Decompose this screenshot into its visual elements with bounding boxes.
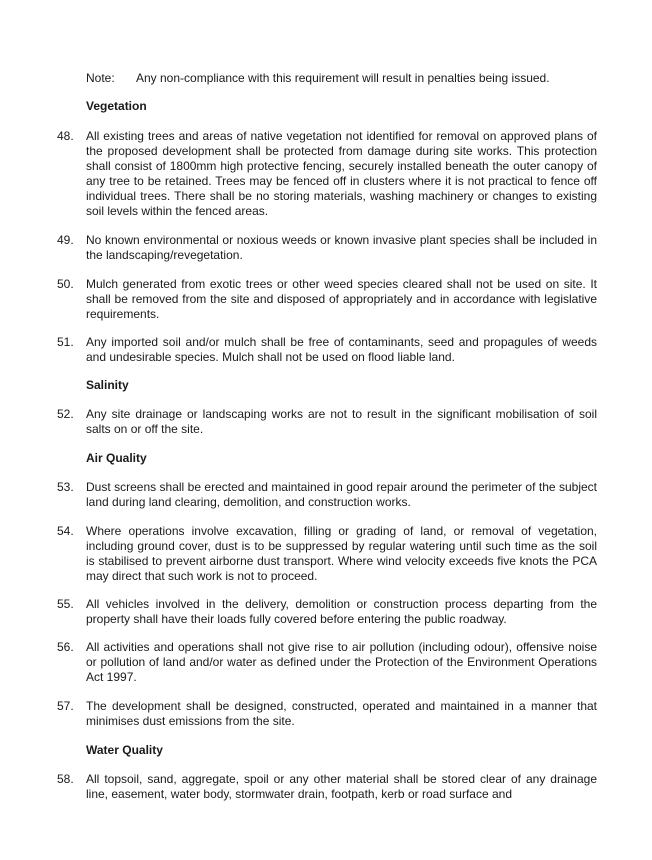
note-text: Any non-compliance with this requirement will result in penalties being issued. [136,71,550,85]
item-number: 58. [57,772,74,786]
list-item [57,129,597,219]
heading-vegetation: Vegetation [86,99,147,113]
item-text: Any site drainage or landscaping works are not to result in the significant mobilisation of soil salts on or off the site. [86,407,597,436]
list-item [57,524,597,584]
list-item [57,335,597,365]
list-item [57,699,597,729]
heading-water-quality: Water Quality [86,743,163,757]
item-text: The development shall be designed, constructed, operated and maintained in a manner that minimises dust emissions from the site. [86,699,597,728]
list-item [57,277,597,322]
item-number: 57. [57,699,74,713]
item-text: No known environmental or noxious weeds or known invasive plant species shall be included in the landscaping/revegetation. [86,233,597,262]
list-item [57,480,597,510]
item-number: 54. [57,524,74,538]
list-item [57,407,597,437]
note-label: Note: [86,71,115,85]
list-item [57,597,597,627]
note [86,71,606,86]
item-text: All existing trees and areas of native vegetation not identified for removal on approved plans of the proposed development shall be protected from damage during site works. This protection shall consist of 1800mm high protective fencing, securely installed beneath the outer canopy of any tree to be retained. Trees may be fenced off in clusters where it is not practical to fence off individual trees. There shall be no storing materials, washing machinery or changes to existing soil levels within the fenced areas. [86,129,597,218]
list-item [57,772,597,802]
item-number: 50. [57,277,74,291]
item-number: 49. [57,233,74,247]
item-text: Any imported soil and/or mulch shall be free of contaminants, seed and propagules of weeds and undesirable species. Mulch shall not be used on flood liable land. [86,335,597,364]
item-text: All topsoil, sand, aggregate, spoil or any other material shall be stored clear of any drainage line, easement, water body, stormwater drain, footpath, kerb or road surface and [86,772,597,801]
item-text: All activities and operations shall not give rise to air pollution (including odour), offensive noise or pollution of land and/or water as defined under the Protection of the Environment Operations Act 1997. [86,640,597,684]
item-number: 53. [57,480,74,494]
item-text: Dust screens shall be erected and maintained in good repair around the perimeter of the subject land during land clearing, demolition, and construction works. [86,480,597,509]
item-text: All vehicles involved in the delivery, demolition or construction process departing from the property shall have their loads fully covered before entering the public roadway. [86,597,597,626]
item-text: Mulch generated from exotic trees or other weed species cleared shall not be used on site. It shall be removed from the site and disposed of appropriately and in accordance with legislative requirements. [86,277,597,321]
item-text: Where operations involve excavation, filling or grading of land, or removal of vegetation, including ground cover, dust is to be suppressed by regular watering until such time as the soil is stabilised to prevent airborne dust transport. Where wind velocity exceeds five knots the PCA may direct that such work is not to proceed. [86,524,597,583]
item-number: 51. [57,335,74,349]
item-number: 55. [57,597,74,611]
item-number: 48. [57,129,74,143]
item-number: 52. [57,407,74,421]
list-item [57,233,597,263]
list-item [57,640,597,685]
item-number: 56. [57,640,74,654]
heading-air-quality: Air Quality [86,451,147,465]
heading-salinity: Salinity [86,378,129,392]
